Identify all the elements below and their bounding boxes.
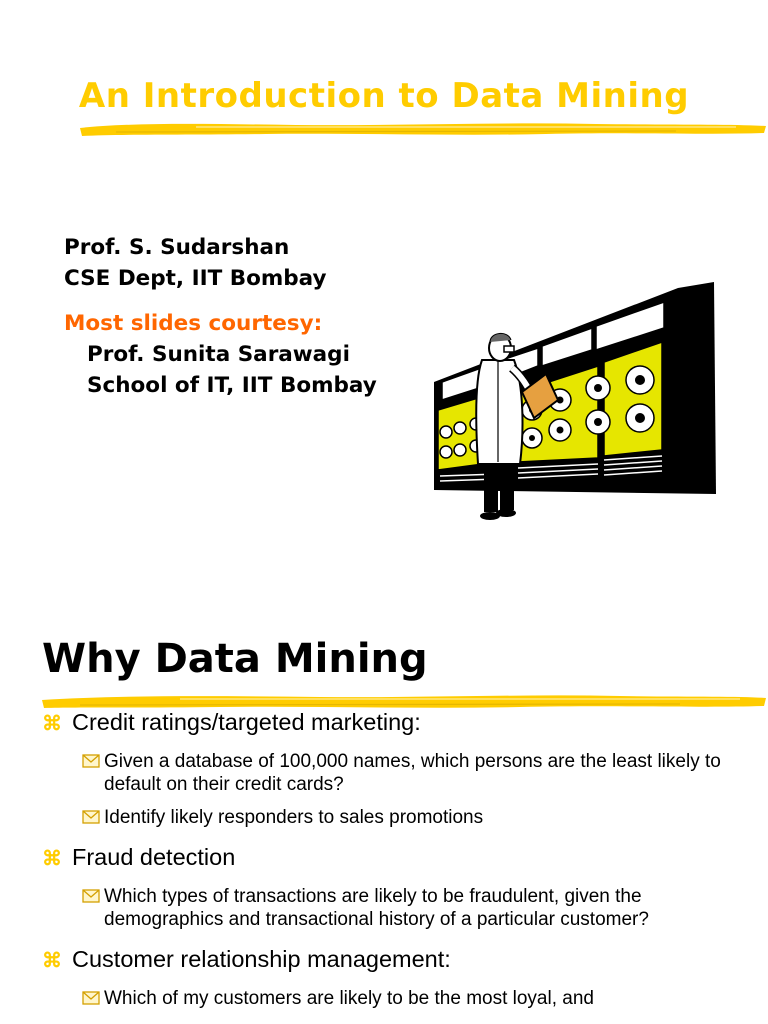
title-brush-underline [76, 116, 768, 140]
sub-bullet-text: Given a database of 100,000 names, which persons are the least likely to default on their credit cards? [104, 751, 721, 795]
bullet-item [42, 708, 732, 738]
sub-bullet-text: Which types of transactions are likely to be fraudulent, given the demographics and transactional history of a particular customer? [104, 886, 649, 930]
slide2-title: Why Data Mining [42, 636, 428, 682]
slide-why-data-mining [0, 600, 768, 1024]
author-name: Prof. S. Sudarshan [64, 235, 290, 260]
bullet-text: Credit ratings/targeted marketing: [72, 709, 421, 735]
open-envelope-icon [82, 806, 104, 824]
sub-bullet-item [82, 885, 732, 931]
sub-bullet-item [82, 750, 732, 796]
sub-bullet-text: Which of my customers are likely to be the most loyal, and [104, 988, 594, 1009]
command-key-icon: ⌘ [42, 713, 62, 735]
open-envelope-icon [82, 987, 104, 1005]
author-dept: CSE Dept, IIT Bombay [64, 266, 327, 291]
bullet-text: Fraud detection [72, 844, 236, 870]
sub-bullet-item [82, 806, 732, 829]
sub-bullet-text: Identify likely responders to sales promotions [104, 807, 484, 828]
command-key-icon: ⌘ [42, 848, 62, 870]
bullet-item [42, 945, 732, 975]
sub-bullet-item [82, 987, 732, 1010]
command-key-icon: ⌘ [42, 950, 62, 972]
bullet-item [42, 843, 732, 873]
open-envelope-icon [82, 750, 104, 768]
author-block [64, 232, 377, 401]
bullet-text: Customer relationship management: [72, 946, 451, 972]
bullet-list [42, 708, 732, 1010]
courtesy-name: Prof. Sunita Sarawagi [87, 342, 350, 367]
courtesy-label: Most slides courtesy: [64, 311, 323, 336]
courtesy-affiliation: School of IT, IIT Bombay [87, 373, 377, 398]
open-envelope-icon [82, 885, 104, 903]
scientist-mainframe-clipart [428, 262, 728, 528]
slide1-title: An Introduction to Data Mining [78, 76, 690, 116]
